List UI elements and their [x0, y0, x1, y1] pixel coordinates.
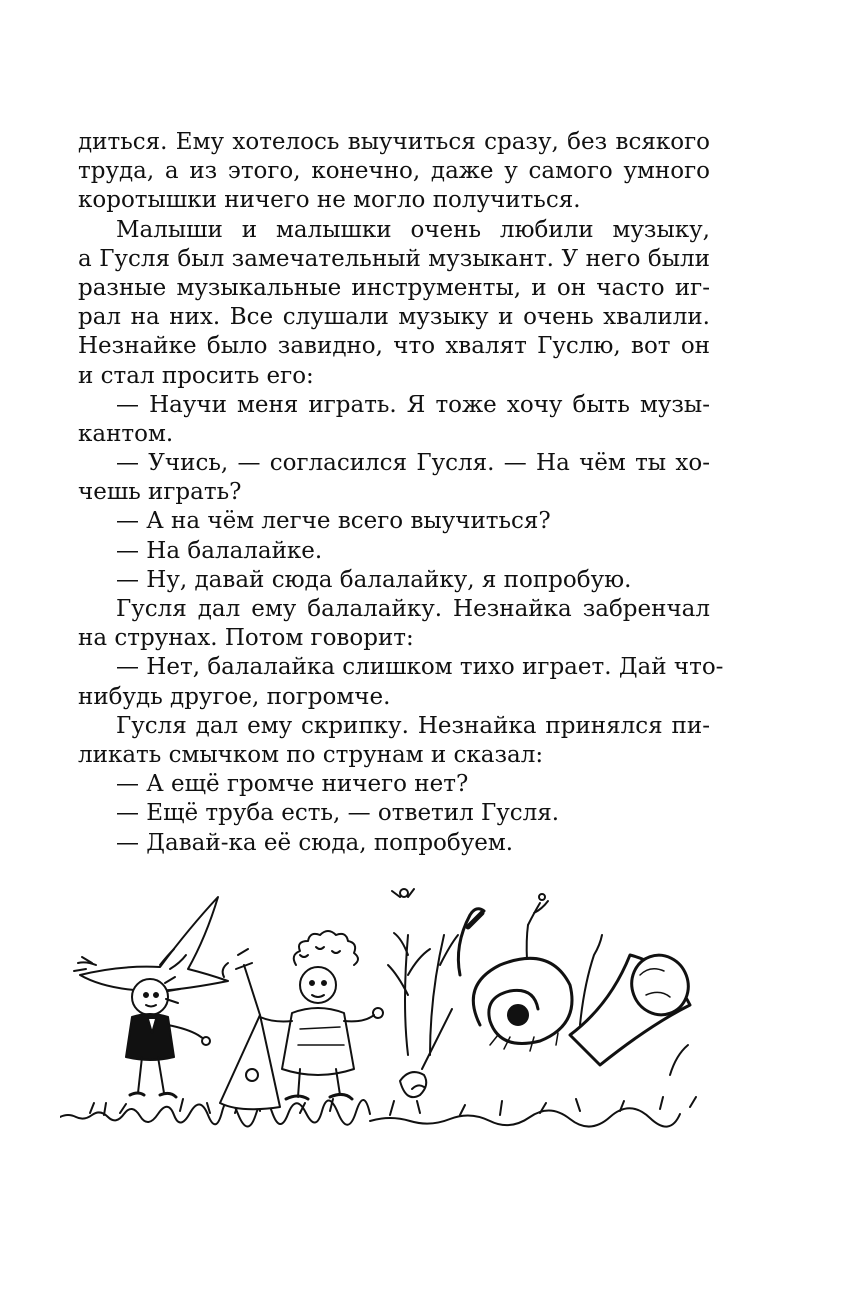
- text-line: — Научи меня играть. Я тоже хочу быть музы-: [116, 391, 710, 418]
- text-line: разные музыкальные инструменты, и он часто иг-: [78, 274, 710, 301]
- text-line: Гусля дал ему балалайку. Незнайка забренчал: [116, 596, 710, 622]
- text-line: и стал просить его:: [78, 362, 314, 389]
- text-line: кантом.: [78, 420, 174, 447]
- text-line: — А ещё громче ничего нет?: [116, 771, 469, 798]
- text-line: — Давай-ка её сюда, попробуем.: [116, 829, 514, 856]
- balalaika: [220, 949, 280, 1109]
- text-line: — Учись, — согласился Гусля. — На чём ты хо-: [116, 450, 710, 477]
- text-line: — Ещё труба есть, — ответил Гусля.: [116, 800, 560, 827]
- text-line: Малыши и малышки очень любили музыку,: [116, 216, 710, 243]
- text-line: — На балалайке.: [116, 537, 323, 564]
- text-line: рал на них. Все слушали музыку и очень хвалили.: [78, 304, 710, 331]
- text-line: труда, а из этого, конечно, даже у самого умного: [78, 158, 710, 185]
- text-line: чешь играть?: [78, 479, 242, 506]
- text-line: диться. Ему хотелось выучиться сразу, без всякого: [78, 129, 710, 155]
- text-line: — Нет, балалайка слишком тихо играет. Дай что-: [116, 654, 724, 681]
- gusla-figure: [260, 931, 383, 1099]
- text-line: а Гусля был замечательный музыкант. У него были: [78, 245, 710, 272]
- horn-trumpet: [458, 909, 696, 1065]
- text-line: — А на чём легче всего выучиться?: [116, 508, 551, 535]
- text-line: на струнах. Потом говорит:: [78, 625, 414, 652]
- illustration-gusla-neznaika-instruments: [60, 845, 730, 1135]
- text-line: нибудь другое, погромче.: [78, 683, 391, 710]
- text-line: коротышки ничего не могло получиться.: [78, 187, 581, 214]
- text-line: Незнайке было завидно, что хвалят Гуслю, вот он: [78, 333, 710, 360]
- text-line: Гусля дал ему скрипку. Незнайка принялся пи-: [116, 712, 710, 739]
- neznaika-figure: [74, 897, 228, 1097]
- grass-ground: [60, 1097, 696, 1127]
- text-line: ликать смычком по струнам и сказал:: [78, 741, 544, 768]
- body-text: [78, 128, 724, 858]
- text-line: — Ну, давай сюда балалайку, я попробую.: [116, 566, 632, 593]
